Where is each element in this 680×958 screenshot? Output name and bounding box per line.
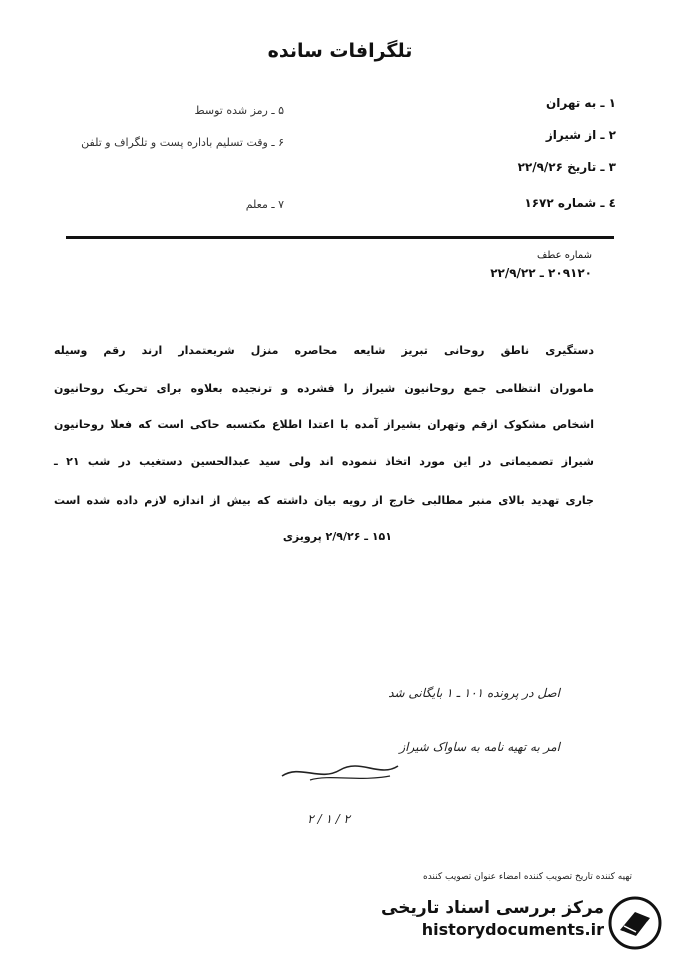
watermark xyxy=(366,896,666,946)
watermark-url: historydocuments.ir xyxy=(421,920,604,939)
reference-label: شماره عطف xyxy=(537,250,592,261)
document-title: تلگرافات سانده xyxy=(267,40,413,62)
body-line-1: دستگیری ناطق روحانی تبریز شایعه محاصره منزل شریعتمدار ارند رقم وسیله xyxy=(54,344,594,357)
handwritten-note-1: اصل در پرونده ۱۰۱ ـ ۱ بایگانی شد xyxy=(388,686,560,700)
header-divider xyxy=(66,236,614,239)
watermark-name: مرکز بررسی اسناد تاریخی xyxy=(381,898,604,918)
handwritten-note-3: ۲ / ۱ / ۲ xyxy=(307,812,350,826)
book-logo-icon xyxy=(608,896,662,950)
header-number: ٤ ـ شماره ۱۶۷۲ xyxy=(524,196,616,210)
header-to: ۱ ـ به تهران xyxy=(546,96,616,110)
body-line-4: شیراز تصمیماتی در این مورد اتخاذ ننموده اند ولی سید عبدالحسین دستغیب در شب ۲۱ ـ xyxy=(54,455,594,468)
header-delivery: ۶ ـ وقت تسلیم باداره پست و تلگراف و تلفن xyxy=(81,136,284,149)
body-line-5: جاری تهدید بالای منبر مطالبی خارج از رویه بیان داشته که بیش از اندازه لازم داده شده است xyxy=(54,494,594,507)
reference-number: ۲۰۹۱۲۰ ـ ۲۲/۹/۲۲ xyxy=(490,266,592,280)
header-recipient: ۷ ـ معلم xyxy=(245,198,284,211)
footer-approval-row: تهیه کننده تاریخ تصویب کننده امضاء عنوان تصویب کننده xyxy=(422,872,632,882)
body-line-signature: ۱۵۱ ـ ۲/۹/۲۶ پرویزی xyxy=(282,530,392,543)
body-line-2: ماموران انتظامی جمع روحانیون شیراز را فشرده و ترنجیده بعلاوه برای تحریک روحانیون xyxy=(54,382,594,395)
body-line-3: اشخاص مشکوک ازقم وتهران بشیراز آمده با اعتدا اطلاع مکتسبه حاکی است که فعلا روحانیون xyxy=(54,418,594,431)
header-date: ۳ ـ تاریخ ۲۲/۹/۲۶ xyxy=(517,160,616,174)
handwritten-signature xyxy=(280,760,400,784)
handwritten-note-2: امر به تهیه نامه به ساواک شیراز xyxy=(399,740,560,754)
header-from: ۲ ـ از شیراز xyxy=(545,128,616,142)
header-code: ۵ ـ رمز شده توسط xyxy=(194,104,284,117)
